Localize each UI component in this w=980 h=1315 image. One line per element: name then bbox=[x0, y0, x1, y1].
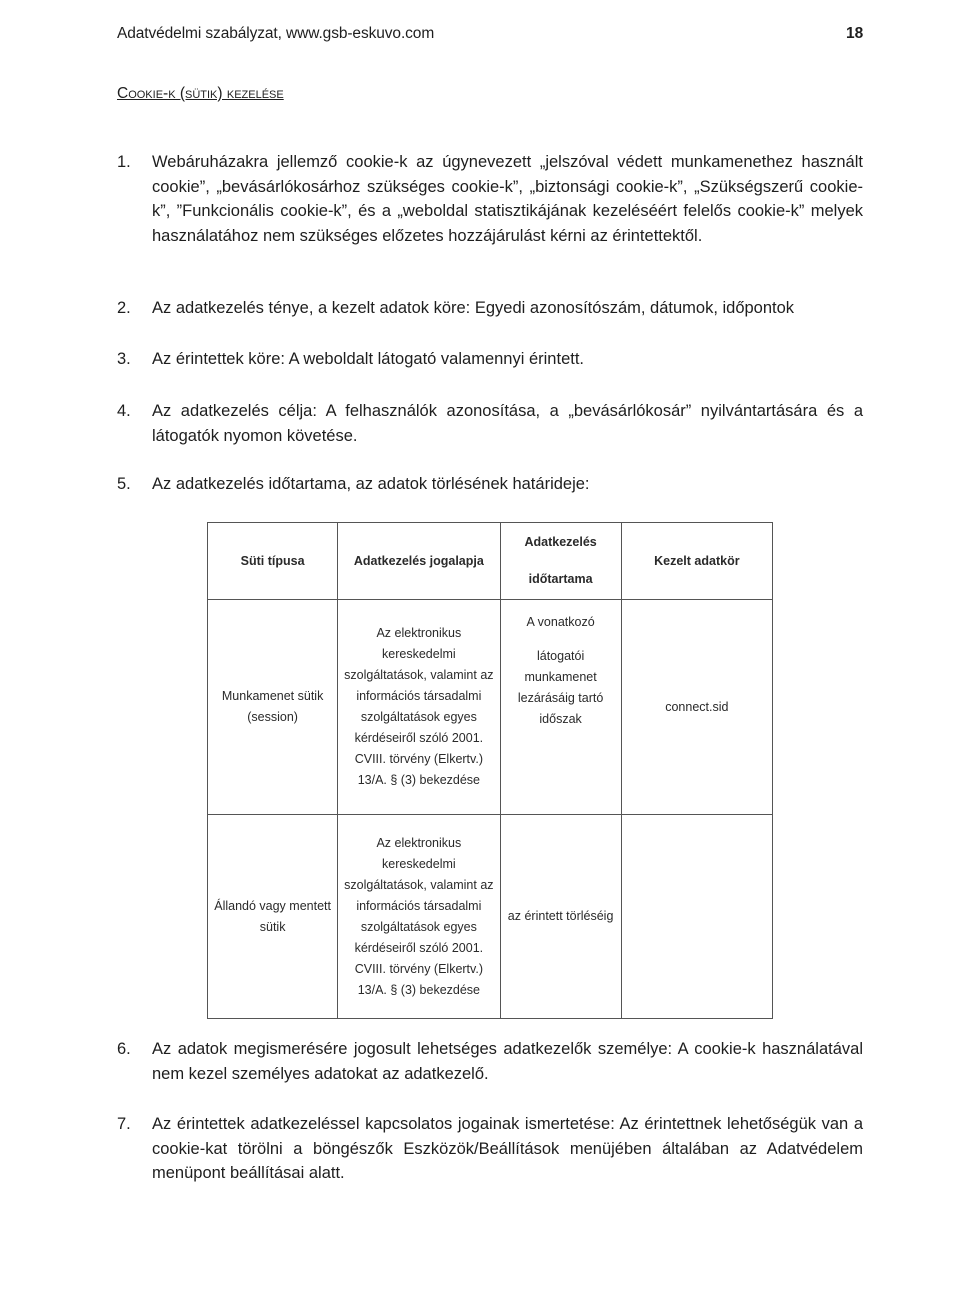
list-item-number: 2. bbox=[117, 299, 131, 317]
cell-duration: az érintett törléséig bbox=[500, 815, 621, 1019]
list-item-number: 6. bbox=[117, 1040, 131, 1058]
list-item-number: 4. bbox=[117, 402, 131, 420]
list-item-text: Az adatkezelés ténye, a kezelt adatok köre: Egyedi azonosítószám, dátumok, időpontok bbox=[152, 299, 795, 317]
list-item-number: 3. bbox=[117, 350, 131, 368]
cookie-table bbox=[207, 522, 773, 1019]
list-item-number: 5. bbox=[117, 475, 131, 493]
list-item-text: Az adatok megismerésére jogosult lehetséges adatkezelők személye: A cookie-k használatával nem kezel személyes adatokat az adatkezelő. bbox=[152, 1040, 863, 1083]
cell-legal-basis: Az elektronikus kereskedelmi szolgáltatások, valamint az információs társadalmi szolgáltatások egyes kérdéseiről szóló 2001. CVIII. törvény (Elkertv.) 13/A. § (3) bekezdése bbox=[338, 600, 500, 815]
table-header-row bbox=[208, 523, 773, 600]
list-item-text: Az érintettek köre: A weboldalt látogató valamennyi érintett. bbox=[152, 350, 584, 368]
cell-data-scope bbox=[621, 815, 772, 1019]
table-row bbox=[208, 600, 773, 815]
section-title: Cookie-k (sütik) kezelése bbox=[117, 85, 284, 102]
header-duration-line2: időtartama bbox=[528, 572, 593, 586]
list-item-number: 7. bbox=[117, 1115, 131, 1133]
cell-cookie-type: Munkamenet sütik (session) bbox=[208, 600, 338, 815]
cell-duration-text: látogatói munkamenet lezárásáig tartó időszak bbox=[517, 649, 604, 726]
header-data-scope: Kezelt adatkör bbox=[621, 523, 772, 600]
cell-cookie-type: Állandó vagy mentett sütik bbox=[208, 815, 338, 1019]
cell-duration-intro: A vonatkozó bbox=[526, 615, 595, 629]
header-duration bbox=[500, 523, 621, 600]
header-cookie-type: Süti típusa bbox=[208, 523, 338, 600]
cell-duration bbox=[500, 600, 621, 815]
list-item-text: Az adatkezelés időtartama, az adatok törlésének határideje: bbox=[152, 475, 590, 493]
list-item-number: 1. bbox=[117, 153, 131, 171]
cell-legal-basis: Az elektronikus kereskedelmi szolgáltatások, valamint az információs társadalmi szolgáltatások egyes kérdéseiről szóló 2001. CVIII. törvény (Elkertv.) 13/A. § (3) bekezdése bbox=[338, 815, 500, 1019]
list-item-text: Az adatkezelés célja: A felhasználók azonosítása, a „bevásárlókosár” nyilvántartására és a látogatók nyomon követése. bbox=[152, 402, 863, 445]
page-number: 18 bbox=[846, 25, 864, 42]
header-duration-line1: Adatkezelés bbox=[524, 535, 597, 549]
header-legal-basis: Adatkezelés jogalapja bbox=[338, 523, 500, 600]
list-item-text: Webáruházakra jellemző cookie-k az úgynevezett „jelszóval védett munkamenethez használt cookie”, „bevásárlókosárhoz szükséges cookie-k”, „biztonsági cookie-k”, „Szükségszerű cookie-k”, ”Funkcionális cookie-k”, és a „weboldal statisztikájának kezeléséért felelős cookie-k” melyek használatához nem szükséges előzetes hozzájárulást kérni az érintettektől. bbox=[152, 153, 863, 245]
cell-data-scope: connect.sid bbox=[621, 600, 772, 815]
page-header-title: Adatvédelmi szabályzat, www.gsb-eskuvo.com bbox=[117, 25, 435, 42]
table-row bbox=[208, 815, 773, 1019]
list-item-text: Az érintettek adatkezeléssel kapcsolatos jogainak ismertetése: Az érintettnek lehetőségük van a cookie-kat törölni a böngészők Eszközök/Beállítások menüjében általában az Adatvédelem menüpont beállításai alatt. bbox=[152, 1115, 863, 1182]
